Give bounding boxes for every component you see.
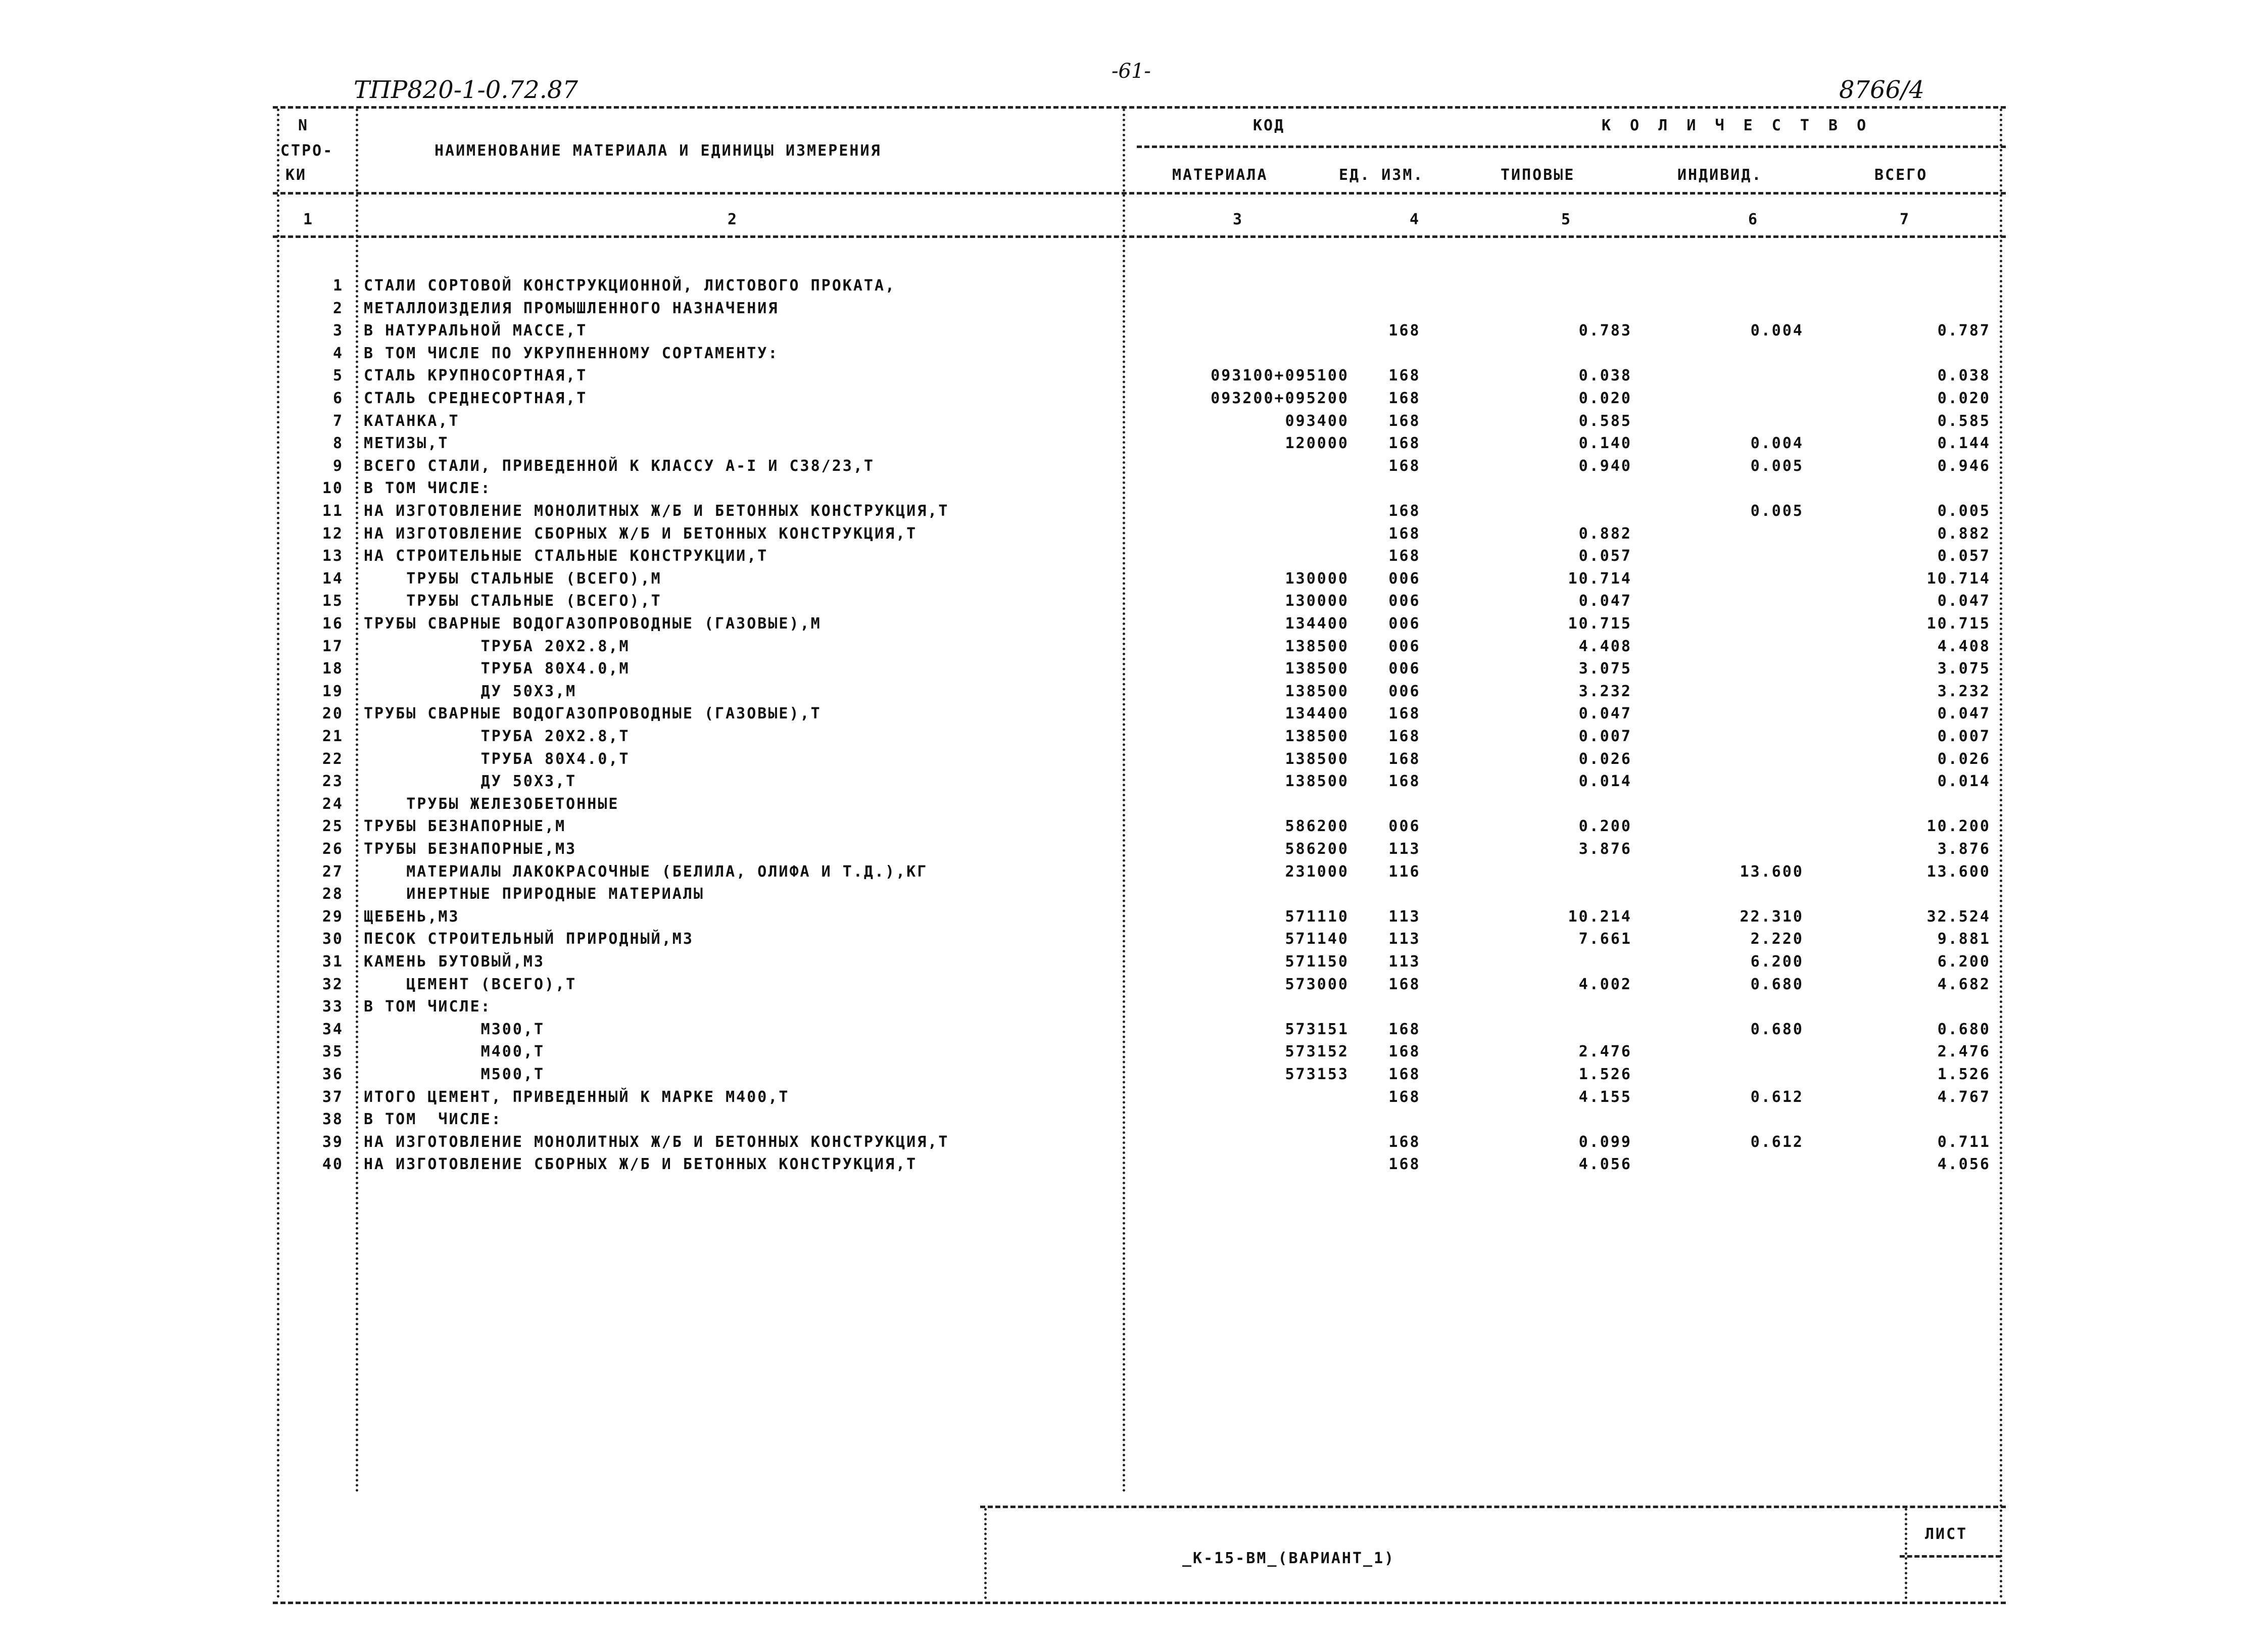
- row-total: 3.876: [1937, 840, 1991, 858]
- row-typical: 0.200: [1578, 817, 1632, 836]
- row-total: 4.682: [1937, 975, 1991, 993]
- row-number: 18: [322, 660, 344, 678]
- table-row: [0, 367, 2268, 389]
- row-typical: 4.408: [1578, 637, 1632, 655]
- row-name: ТРУБА 80Х4.0,М: [364, 660, 630, 678]
- row-unit: 006: [1388, 660, 1421, 678]
- row-typical: 10.214: [1568, 907, 1632, 926]
- row-name: ВСЕГО СТАЛИ, ПРИВЕДЕННОЙ К КЛАССУ А-I И С38/23,Т: [364, 457, 875, 475]
- row-code: 138500: [1285, 773, 1349, 791]
- header-num-5: 5: [1561, 211, 1572, 228]
- row-number: 40: [322, 1155, 344, 1174]
- row-number: 36: [322, 1066, 344, 1083]
- row-number: 25: [322, 817, 344, 836]
- row-unit: 006: [1388, 637, 1421, 655]
- row-code: 138500: [1285, 682, 1349, 700]
- row-typical: 4.002: [1578, 975, 1632, 993]
- table-row: [0, 1111, 2268, 1133]
- rule-bottom: [273, 1602, 2006, 1604]
- table-row: [0, 1133, 2268, 1155]
- row-individual: 22.310: [1740, 907, 1804, 926]
- row-unit: 006: [1388, 569, 1421, 588]
- row-number: 39: [322, 1133, 344, 1151]
- table-row: [0, 592, 2268, 614]
- row-typical: 0.047: [1578, 705, 1632, 723]
- row-number: 35: [322, 1043, 344, 1061]
- row-total: 2.476: [1937, 1043, 1991, 1061]
- row-name: НА ИЗГОТОВЛЕНИЕ МОНОЛИТНЫХ Ж/Б И БЕТОННЫХ КОНСТРУКЦИЯ,Т: [364, 502, 949, 520]
- row-individual: 6.200: [1750, 953, 1804, 971]
- page-mark: -61-: [1112, 60, 1151, 83]
- table-row: [0, 817, 2268, 840]
- row-number: 22: [322, 750, 344, 768]
- row-number: 30: [322, 930, 344, 948]
- header-material: МАТЕРИАЛА: [1172, 166, 1268, 184]
- row-unit: 168: [1388, 457, 1421, 475]
- table-row: [0, 1043, 2268, 1065]
- row-total: 0.047: [1937, 705, 1991, 723]
- row-code: 586200: [1285, 840, 1349, 858]
- row-unit: 168: [1388, 524, 1421, 543]
- row-unit: 168: [1388, 1020, 1421, 1038]
- row-individual: 0.004: [1750, 435, 1804, 453]
- row-total: 0.007: [1937, 728, 1991, 745]
- row-total: 0.014: [1937, 773, 1991, 791]
- header-individual: ИНДИВИД.: [1677, 166, 1763, 184]
- row-name: ТРУБА 80Х4.0,Т: [364, 750, 630, 768]
- row-name: КАТАНКА,Т: [364, 412, 460, 430]
- row-name: В ТОМ ЧИСЛЕ:: [364, 998, 492, 1016]
- row-total: 13.600: [1926, 862, 1991, 881]
- header-code: КОД: [1253, 117, 1285, 134]
- row-number: 9: [332, 457, 344, 475]
- row-typical: 7.661: [1578, 930, 1632, 948]
- row-code: 586200: [1285, 817, 1349, 836]
- vline-stamp-right: [1905, 1508, 1907, 1599]
- row-unit: 168: [1388, 367, 1421, 385]
- row-individual: 0.680: [1750, 975, 1804, 993]
- row-total: 6.200: [1937, 953, 1991, 971]
- row-number: 19: [322, 682, 344, 700]
- row-unit: 168: [1388, 728, 1421, 745]
- row-code: 130000: [1285, 569, 1349, 588]
- table-row: [0, 457, 2268, 479]
- table-row: [0, 277, 2268, 299]
- row-total: 0.680: [1937, 1020, 1991, 1038]
- table-row: [0, 1066, 2268, 1088]
- row-code: 138500: [1285, 728, 1349, 745]
- row-typical: 1.526: [1578, 1066, 1632, 1083]
- row-individual: 2.220: [1750, 930, 1804, 948]
- row-name: В ТОМ ЧИСЛЕ ПО УКРУПНЕННОМУ СОРТАМЕНТУ:: [364, 344, 779, 362]
- row-name: М500,Т: [364, 1066, 545, 1083]
- row-name: МАТЕРИАЛЫ ЛАКОКРАСОЧНЫЕ (БЕЛИЛА, ОЛИФА И Т.Д.),КГ: [364, 862, 928, 881]
- sheet-label: ЛИСТ: [1925, 1525, 1968, 1543]
- row-unit: 168: [1388, 322, 1421, 340]
- table-row: [0, 479, 2268, 502]
- row-name: ТРУБЫ СТАЛЬНЫЕ (ВСЕГО),Т: [364, 592, 662, 610]
- row-typical: 0.783: [1578, 322, 1632, 340]
- row-code: 120000: [1285, 435, 1349, 453]
- table-row: [0, 885, 2268, 907]
- row-unit: 006: [1388, 615, 1421, 633]
- row-name: ТРУБЫ СТАЛЬНЫЕ (ВСЕГО),М: [364, 569, 662, 588]
- row-unit: 168: [1388, 547, 1421, 565]
- row-number: 24: [322, 795, 344, 813]
- row-unit: 168: [1388, 975, 1421, 993]
- row-typical: 0.585: [1578, 412, 1632, 430]
- row-number: 12: [322, 524, 344, 543]
- row-code: 571140: [1285, 930, 1349, 948]
- row-total: 3.232: [1937, 682, 1991, 700]
- row-unit: 168: [1388, 1088, 1421, 1106]
- table-row: [0, 412, 2268, 435]
- header-no-3: КИ: [285, 166, 307, 184]
- row-unit: 006: [1388, 682, 1421, 700]
- row-number: 21: [322, 728, 344, 745]
- row-unit: 168: [1388, 1155, 1421, 1174]
- row-unit: 168: [1388, 705, 1421, 723]
- table-row: [0, 570, 2268, 592]
- row-unit: 168: [1388, 750, 1421, 768]
- row-code: 130000: [1285, 592, 1349, 610]
- row-unit: 006: [1388, 592, 1421, 610]
- header-quantity: К О Л И Ч Е С Т В О: [1602, 117, 1871, 134]
- row-name: В НАТУРАЛЬНОЙ МАССЕ,Т: [364, 322, 588, 340]
- row-unit: 006: [1388, 817, 1421, 836]
- row-total: 0.005: [1937, 502, 1991, 520]
- rule-sheet: [1900, 1555, 2001, 1558]
- row-number: 1: [332, 277, 344, 295]
- row-name: ТРУБЫ ЖЕЛЕЗОБЕТОННЫЕ: [364, 795, 619, 813]
- row-code: 231000: [1285, 862, 1349, 881]
- table-row: [0, 390, 2268, 412]
- stamp-label: _К-15-ВМ_(ВАРИАНТ_1): [1182, 1550, 1395, 1567]
- table-row: [0, 1155, 2268, 1178]
- row-number: 33: [322, 998, 344, 1016]
- row-typical: 0.014: [1578, 773, 1632, 791]
- table-row: [0, 300, 2268, 322]
- table-row: [0, 683, 2268, 705]
- row-name: М400,Т: [364, 1043, 545, 1061]
- row-typical: 4.056: [1578, 1155, 1632, 1174]
- row-code: 573153: [1285, 1066, 1349, 1083]
- header-num-2: 2: [728, 211, 739, 228]
- row-name: М300,Т: [364, 1020, 545, 1038]
- row-unit: 168: [1388, 773, 1421, 791]
- row-number: 16: [322, 615, 344, 633]
- row-number: 4: [332, 344, 344, 362]
- row-unit: 116: [1388, 862, 1421, 881]
- row-unit: 168: [1388, 390, 1421, 407]
- row-name: ЦЕМЕНТ (ВСЕГО),Т: [364, 975, 577, 993]
- inv-number: 8766/4: [1839, 76, 1924, 104]
- row-name: ПЕСОК СТРОИТЕЛЬНЫЙ ПРИРОДНЫЙ,М3: [364, 930, 694, 948]
- row-code: 573000: [1285, 975, 1349, 993]
- row-name: ТРУБЫ БЕЗНАПОРНЫЕ,М: [364, 817, 566, 836]
- row-number: 28: [322, 885, 344, 903]
- doc-code: ТПР820-1-0.72.87: [354, 76, 578, 104]
- header-typical: ТИПОВЫЕ: [1501, 166, 1575, 184]
- row-name: КАМЕНЬ БУТОВЫЙ,М3: [364, 953, 545, 971]
- row-code: 571150: [1285, 953, 1349, 971]
- row-name: В ТОМ ЧИСЛЕ:: [364, 1111, 502, 1129]
- header-unit: ЕД. ИЗМ.: [1339, 166, 1424, 184]
- row-typical: 0.047: [1578, 592, 1632, 610]
- table-row: [0, 953, 2268, 975]
- row-total: 1.526: [1937, 1066, 1991, 1083]
- row-typical: 0.038: [1578, 367, 1632, 385]
- row-number: 32: [322, 975, 344, 993]
- header-no-2: СТРО-: [280, 142, 334, 160]
- row-total: 10.715: [1926, 615, 1991, 633]
- row-code: 138500: [1285, 750, 1349, 768]
- row-name: НА СТРОИТЕЛЬНЫЕ СТАЛЬНЫЕ КОНСТРУКЦИИ,Т: [364, 547, 768, 565]
- row-individual: 13.600: [1740, 862, 1804, 881]
- row-name: СТАЛЬ КРУПНОСОРТНАЯ,Т: [364, 367, 588, 385]
- row-typical: 3.075: [1578, 660, 1632, 678]
- row-typical: 4.155: [1578, 1088, 1632, 1106]
- row-typical: 0.026: [1578, 750, 1632, 768]
- row-number: 6: [332, 390, 344, 407]
- table-row: [0, 750, 2268, 773]
- row-total: 10.200: [1926, 817, 1991, 836]
- row-name: ТРУБЫ СВАРНЫЕ ВОДОГАЗОПРОВОДНЫЕ (ГАЗОВЫЕ),Т: [364, 705, 822, 723]
- row-name: ТРУБА 20Х2.8,Т: [364, 728, 630, 745]
- row-code: 138500: [1285, 660, 1349, 678]
- row-individual: 0.004: [1750, 322, 1804, 340]
- table-row: [0, 840, 2268, 862]
- row-total: 0.882: [1937, 524, 1991, 543]
- row-number: 20: [322, 705, 344, 723]
- row-number: 15: [322, 592, 344, 610]
- row-typical: 0.140: [1578, 435, 1632, 453]
- row-unit: 113: [1388, 930, 1421, 948]
- row-typical: 0.057: [1578, 547, 1632, 565]
- row-name: МЕТАЛЛОИЗДЕЛИЯ ПРОМЫШЛЕННОГО НАЗНАЧЕНИЯ: [364, 299, 779, 317]
- row-name: ИТОГО ЦЕМЕНТ, ПРИВЕДЕННЫЙ К МАРКЕ М400,Т: [364, 1088, 790, 1106]
- row-typical: 0.020: [1578, 390, 1632, 407]
- row-total: 4.408: [1937, 637, 1991, 655]
- row-code: 573152: [1285, 1043, 1349, 1061]
- row-total: 0.711: [1937, 1133, 1991, 1151]
- row-name: ДУ 50Х3,Т: [364, 773, 577, 791]
- row-total: 0.057: [1937, 547, 1991, 565]
- row-unit: 168: [1388, 412, 1421, 430]
- row-total: 0.047: [1937, 592, 1991, 610]
- row-number: 23: [322, 773, 344, 791]
- row-total: 0.585: [1937, 412, 1991, 430]
- row-unit: 168: [1388, 435, 1421, 453]
- row-total: 3.075: [1937, 660, 1991, 678]
- row-number: 8: [332, 435, 344, 453]
- row-total: 32.524: [1926, 907, 1991, 926]
- row-number: 14: [322, 569, 344, 588]
- row-name: МЕТИЗЫ,Т: [364, 435, 449, 453]
- table-row: [0, 728, 2268, 750]
- row-code: 093100+095100: [1211, 367, 1349, 385]
- row-number: 2: [332, 299, 344, 317]
- row-individual: 0.612: [1750, 1133, 1804, 1151]
- header-total: ВСЕГО: [1874, 166, 1928, 184]
- table-row: [0, 1021, 2268, 1043]
- row-name: ЩЕБЕНЬ,М3: [364, 907, 460, 926]
- row-number: 31: [322, 953, 344, 971]
- row-name: ТРУБЫ БЕЗНАПОРНЫЕ,М3: [364, 840, 577, 858]
- row-typical: 0.007: [1578, 728, 1632, 745]
- row-total: 9.881: [1937, 930, 1991, 948]
- table-row: [0, 773, 2268, 795]
- row-number: 11: [322, 502, 344, 520]
- row-number: 34: [322, 1020, 344, 1038]
- row-total: 10.714: [1926, 569, 1991, 588]
- row-total: 0.946: [1937, 457, 1991, 475]
- rule-code-split: [1137, 146, 2006, 148]
- header-name: НАИМЕНОВАНИЕ МАТЕРИАЛА И ЕДИНИЦЫ ИЗМЕРЕНИЯ: [435, 142, 882, 160]
- row-typical: 0.099: [1578, 1133, 1632, 1151]
- row-unit: 168: [1388, 1066, 1421, 1083]
- row-unit: 113: [1388, 840, 1421, 858]
- table-row: [0, 547, 2268, 569]
- header-no-1: N: [298, 117, 309, 134]
- row-unit: 113: [1388, 907, 1421, 926]
- header-num-6: 6: [1748, 211, 1759, 228]
- row-number: 7: [332, 412, 344, 430]
- row-number: 26: [322, 840, 344, 858]
- table-row: [0, 976, 2268, 998]
- row-total: 0.020: [1937, 390, 1991, 407]
- row-number: 29: [322, 907, 344, 926]
- row-code: 138500: [1285, 637, 1349, 655]
- row-name: ДУ 50Х3,М: [364, 682, 577, 700]
- table-row: [0, 615, 2268, 637]
- rule-top: [273, 106, 2006, 109]
- row-name: ТРУБА 20Х2.8,М: [364, 637, 630, 655]
- row-number: 17: [322, 637, 344, 655]
- table-row: [0, 638, 2268, 660]
- table-row: [0, 345, 2268, 367]
- row-total: 0.038: [1937, 367, 1991, 385]
- row-total: 4.056: [1937, 1155, 1991, 1174]
- table-row: [0, 908, 2268, 930]
- rule-stamp-top: [980, 1506, 2006, 1508]
- row-number: 13: [322, 547, 344, 565]
- row-number: 37: [322, 1088, 344, 1106]
- row-total: 0.787: [1937, 322, 1991, 340]
- row-unit: 168: [1388, 1043, 1421, 1061]
- table-row: [0, 660, 2268, 682]
- row-unit: 113: [1388, 953, 1421, 971]
- row-individual: 0.680: [1750, 1020, 1804, 1038]
- header-num-7: 7: [1900, 211, 1911, 228]
- table-row: [0, 1088, 2268, 1111]
- row-individual: 0.005: [1750, 457, 1804, 475]
- row-typical: 3.232: [1578, 682, 1632, 700]
- header-num-1: 1: [303, 211, 314, 228]
- table-row: [0, 998, 2268, 1020]
- row-total: 0.144: [1937, 435, 1991, 453]
- row-code: 134400: [1285, 705, 1349, 723]
- row-number: 5: [332, 367, 344, 385]
- row-name: СТАЛЬ СРЕДНЕСОРТНАЯ,Т: [364, 390, 588, 407]
- row-individual: 0.612: [1750, 1088, 1804, 1106]
- row-typical: 0.882: [1578, 524, 1632, 543]
- vline-stamp-left: [984, 1508, 987, 1599]
- row-name: НА ИЗГОТОВЛЕНИЕ СБОРНЫХ Ж/Б И БЕТОННЫХ КОНСТРУКЦИЯ,Т: [364, 1155, 918, 1174]
- table-row: [0, 502, 2268, 524]
- table-row: [0, 930, 2268, 952]
- row-code: 093400: [1285, 412, 1349, 430]
- table-row: [0, 705, 2268, 727]
- row-name: НА ИЗГОТОВЛЕНИЕ СБОРНЫХ Ж/Б И БЕТОННЫХ КОНСТРУКЦИЯ,Т: [364, 524, 918, 543]
- row-name: СТАЛИ СОРТОВОЙ КОНСТРУКЦИОННОЙ, ЛИСТОВОГО ПРОКАТА,: [364, 277, 896, 295]
- row-number: 38: [322, 1111, 344, 1129]
- row-unit: 168: [1388, 502, 1421, 520]
- row-total: 4.767: [1937, 1088, 1991, 1106]
- row-code: 093200+095200: [1211, 390, 1349, 407]
- row-total: 0.026: [1937, 750, 1991, 768]
- table-row: [0, 863, 2268, 885]
- row-name: В ТОМ ЧИСЛЕ:: [364, 479, 492, 498]
- row-typical: 10.714: [1568, 569, 1632, 588]
- rule-header-bottom: [273, 192, 2006, 195]
- row-typical: 2.476: [1578, 1043, 1632, 1061]
- header-num-3: 3: [1233, 211, 1244, 228]
- row-name: ИНЕРТНЫЕ ПРИРОДНЫЕ МАТЕРИАЛЫ: [364, 885, 704, 903]
- row-number: 10: [322, 479, 344, 498]
- table-row: [0, 435, 2268, 457]
- table-row: [0, 795, 2268, 817]
- row-number: 27: [322, 862, 344, 881]
- row-name: НА ИЗГОТОВЛЕНИЕ МОНОЛИТНЫХ Ж/Б И БЕТОННЫХ КОНСТРУКЦИЯ,Т: [364, 1133, 949, 1151]
- table-row: [0, 322, 2268, 344]
- row-code: 573151: [1285, 1020, 1349, 1038]
- row-typical: 10.715: [1568, 615, 1632, 633]
- row-number: 3: [332, 322, 344, 340]
- row-typical: 3.876: [1578, 840, 1632, 858]
- rule-numbers-bottom: [273, 235, 2006, 238]
- row-typical: 0.940: [1578, 457, 1632, 475]
- row-code: 134400: [1285, 615, 1349, 633]
- row-unit: 168: [1388, 1133, 1421, 1151]
- table-row: [0, 525, 2268, 547]
- row-individual: 0.005: [1750, 502, 1804, 520]
- header-num-4: 4: [1410, 211, 1421, 228]
- row-code: 571110: [1285, 907, 1349, 926]
- row-name: ТРУБЫ СВАРНЫЕ ВОДОГАЗОПРОВОДНЫЕ (ГАЗОВЫЕ),М: [364, 615, 822, 633]
